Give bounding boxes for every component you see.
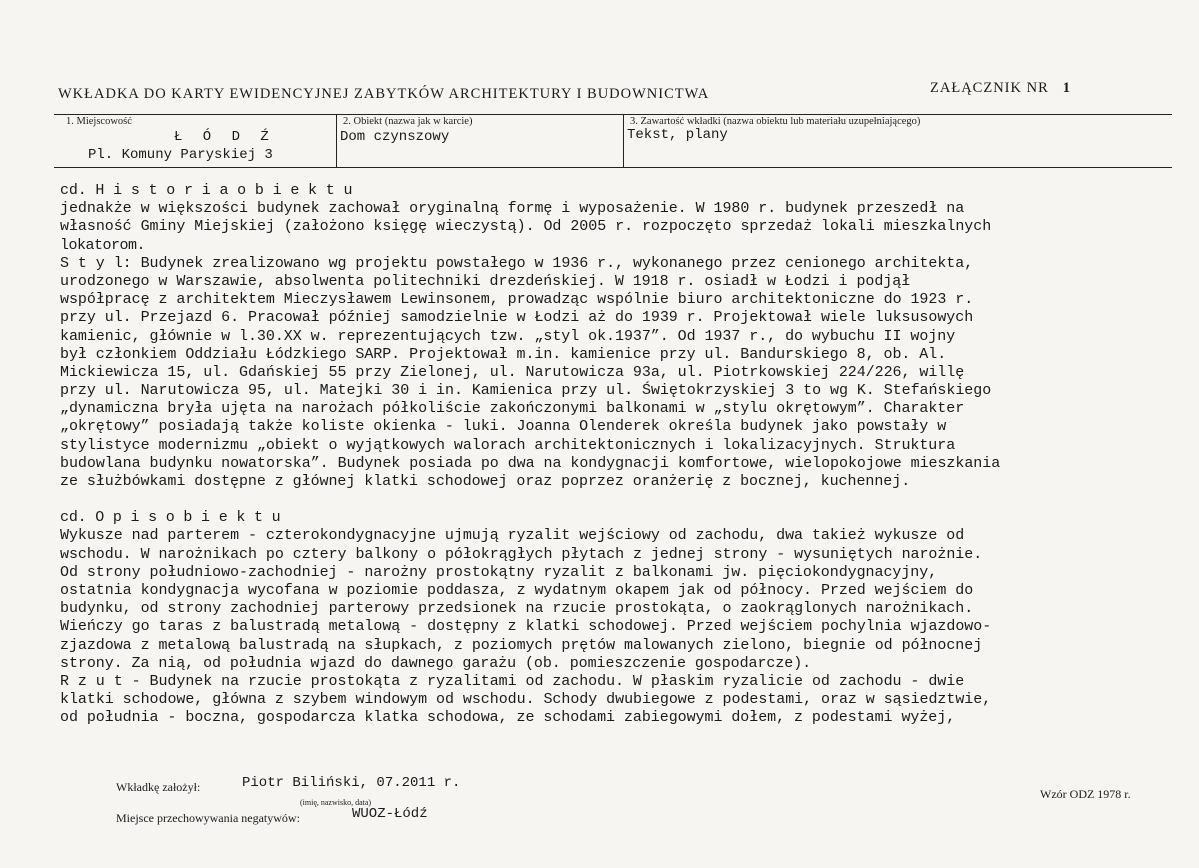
prepared-by: [116, 780, 200, 795]
text-line: Wieńczy go taras z balustradą metalową - dostępny z klatki schodowej. Przed wejściem pochylnia wjazdowo-: [60, 618, 992, 636]
text-line: był członkiem Oddziału Łódzkiego SARP. Projektował m.in. kamienice przy ul. Bandurskiego 8, ob. Al.: [60, 345, 947, 363]
locality-address: Pl. Komuny Paryskiej 3: [88, 147, 273, 163]
text-line: ze służbówkami dostępne z głównej klatki schodowej oraz poprzez oranżerię z bocznej, kuchennej.: [60, 473, 911, 490]
text-line: S t y l: Budynek zrealizowano wg projektu powstałego w 1936 r., wykonanego przez cenionego architekta,: [60, 254, 974, 272]
locality-city: Ł Ó D Ź: [174, 129, 275, 145]
text-line: Mickiewicza 15, ul. Gdańskiej 55 przy Zielonej, ul. Narutowicza 93a, ul. Piotrkowskiej 224/226, willę: [60, 363, 965, 381]
text-line: jednakże w większości budynek zachował oryginalną formę i wyposażenie. W 1980 r. budynek przeszedł na: [60, 200, 965, 218]
annex-number: 1: [1062, 80, 1071, 96]
locality-label: 1. Miejscowość: [66, 116, 132, 127]
text-line: własność Gminy Miejskiej (założono księgę wieczystą). Od 2005 r. rozpoczęto sprzedaż lokali mieszkalnych: [60, 218, 992, 236]
template-marker: Wzór ODZ 1978 r.: [1040, 787, 1131, 801]
text-line: cd. H i s t o r i a o b i e k t u: [60, 182, 353, 199]
text-line: zjazdowa z metalową balustradą na słupkach, z poziomych prętów malowanych zielono, biegnie od północnej: [60, 636, 983, 654]
text-line: budowlana budynku nowatorska”. Budynek posiada po dwa na kondygnacji komfortowe, wielopokojowe mieszkania: [60, 454, 1001, 472]
contents-label: 3. Zawartość wkładki (nazwa obiektu lub materiału uzupełniającego): [630, 116, 921, 127]
text-line: [60, 491, 1160, 509]
text-line: cd. O p i s o b i e k t u: [60, 509, 281, 527]
text-line: urodzonego w Warszawie, absolwenta politechniki drezdeńskiej. W 1918 r. osiadł w Łodzi i podjął: [60, 272, 911, 290]
text-line: przy ul. Przejazd 6. Pracował później samodzielnie w Łodzi aż do 1939 r. Projektował wiele luksusowych: [60, 309, 974, 327]
text-line: ostatnia kondygnacja wycofana w poziomie poddasza, z wydatnym okapem jak od północy. Przed wejściem do: [60, 581, 974, 599]
storage-value: WUOZ-Łódź: [352, 806, 428, 822]
form-title: WKŁADKA DO KARTY EWIDENCYJNEJ ZABYTKÓW ARCHITEKTURY I BUDOWNICTWA: [58, 86, 710, 102]
text-line: budynku, od strony zachodniej parterowy przedsionek na rzucie prostokąta, o zaokrąglonych narożnikach.: [60, 600, 974, 618]
object-cell: [336, 115, 623, 167]
text-line: Wykusze nad parterem - czterokondygnacyjne ujmują ryzalit wejściowy od zachodu, dwa takież wykusze od: [60, 527, 965, 545]
text-line: przy ul. Narutowicza 95, ul. Matejki 30 i in. Kamienica przy ul. Świętokrzyskiej 3 to wg K. Stefańskiego: [60, 382, 992, 400]
template-wrap: [1040, 787, 1131, 802]
text-line: „okrętowy” posiadają także koliste okienka - luki. Joanna Olenderek określa budynek jako powstały w: [60, 418, 947, 436]
prepared-hint: (imię, nazwisko, data): [300, 798, 372, 807]
annex-label: ZAŁĄCZNIK NR: [930, 80, 1049, 96]
text-line: klatki schodowe, główna z szybem windowym od wschodu. Schody dwubiegowe z podestami, oraz w sąsiedztwie,: [60, 691, 992, 709]
contents-value: Tekst, plany: [627, 127, 728, 143]
storage-value-wrap: [352, 806, 428, 822]
text-line: R z u t - Budynek na rzucie prostokąta z ryzalitami od zachodu. W płaskim ryzalicie od zachodu - dwie: [60, 672, 965, 690]
prepared-label: Wkładkę założył:: [116, 780, 201, 794]
text-line: Od strony południowo-zachodniej - narożny prostokątny ryzalit z balkonami jw. pięciokondygnacyjny,: [60, 563, 938, 581]
text-line: stylistyce modernizmu „obiekt o wyjątkowych walorach architektonicznych i lokalizacyjnych. Struktura: [60, 436, 956, 454]
prepared-value-wrap: [242, 775, 460, 791]
annex-marker: [930, 80, 1071, 97]
prepared-value: Piotr Biliński, 07.2011 r.: [242, 775, 461, 791]
body-text: [60, 182, 1160, 727]
text-line: wschodu. W narożnikach po cztery balkony o półokrągłych płytach z jednej strony - wysuniętych narożnie.: [60, 545, 983, 563]
object-label: 2. Obiekt (nazwa jak w karcie): [343, 116, 473, 127]
text-line: „dynamiczna bryła ujęta na narożach półkoliście zakończonymi balkonami w „stylu okrętowym”. Charakter: [60, 400, 965, 418]
text-line: współpracę z architektem Mieczysławem Lewinsonem, prowadząc wspólnie biuro architektoniczne do 1923 r.: [60, 291, 974, 309]
text-line: kamienic, głównie w l.30.XX w. reprezentujących tzw. „styl ok.1937”. Od 1937 r., do wybuchu II wojny: [60, 327, 956, 345]
storage-label: Miejsce przechowywania negatywów:: [116, 811, 300, 825]
text-line: lokatorom.: [60, 236, 146, 254]
storage-wrap: [116, 811, 300, 826]
text-line: strony. Za nią, od południa wjazd do dawnego garażu (ob. pomieszczenie gospodarcze).: [60, 654, 812, 672]
object-value: Dom czynszowy: [340, 129, 450, 145]
header-table: [54, 114, 1172, 168]
locality-cell: [54, 115, 336, 167]
contents-cell: [623, 115, 1172, 167]
text-line: od południa - boczna, gospodarcza klatka schodowa, ze schodami zabiegowymi dołem, z podestami wyżej,: [60, 709, 956, 727]
